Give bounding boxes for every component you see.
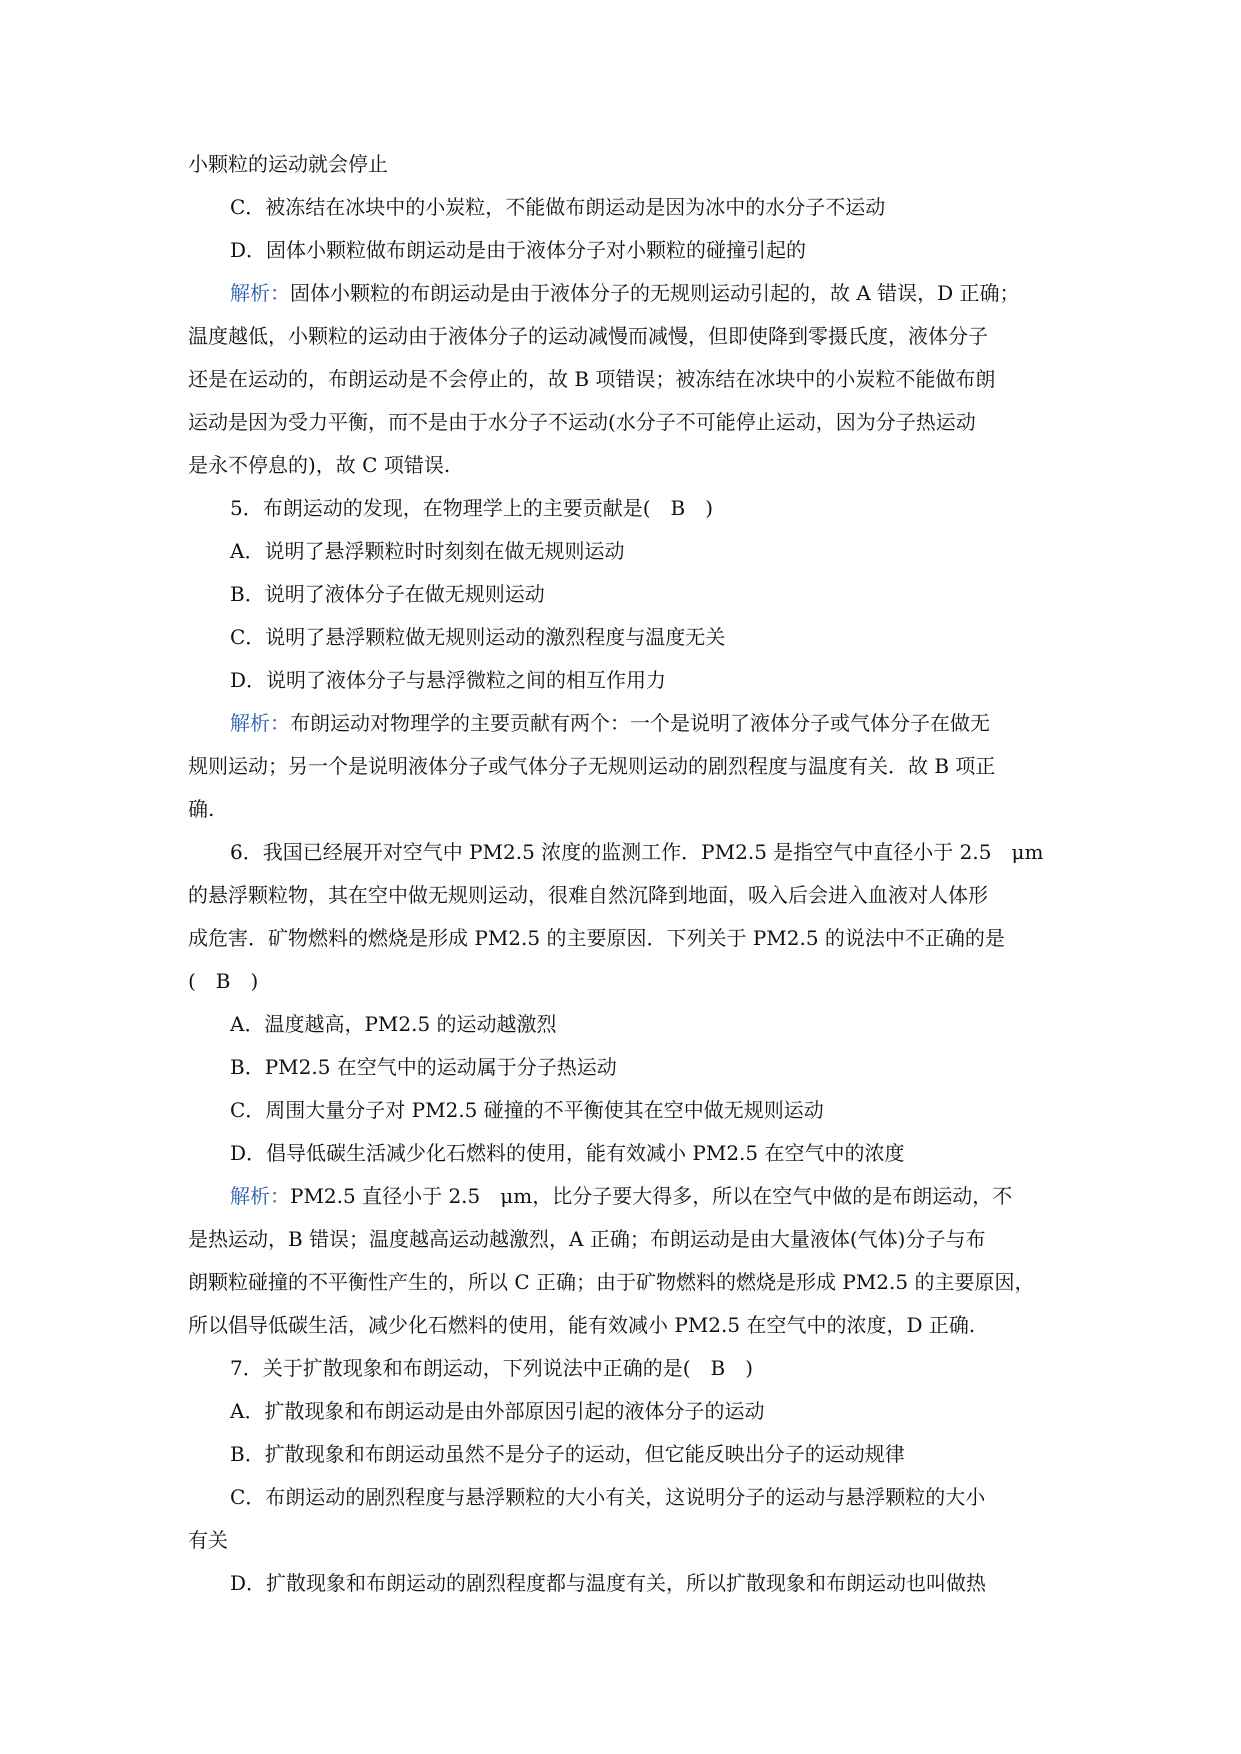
analysis-line: 运动是因为受力平衡，而不是由于水分子不运动(水分子不可能停止运动，因为分子热运动 [188,410,976,434]
option-a: A．扩散现象和布朗运动是由外部原因引起的液体分子的运动 [230,1399,765,1423]
analysis-text: PM2.5 直径小于 2.5 μm，比分子要大得多，所以在空气中做的是布朗运动，不 [290,1184,1013,1208]
analysis-line [188,1175,1056,1218]
question-6: 6．我国已经展开对空气中 PM2.5 浓度的监测工作．PM2.5 是指空气中直径小于 2.5 μm [230,840,1044,864]
option-c-continued: 有关 [188,1528,228,1552]
question-5: 5．布朗运动的发现，在物理学上的主要贡献是( B ) [230,496,714,520]
option-d: D．说明了液体分子与悬浮微粒之间的相互作用力 [230,668,667,692]
question-6-line: 的悬浮颗粒物，其在空中做无规则运动，很难自然沉降到地面，吸入后会进入血液对人体形 [188,883,988,907]
analysis-line: 确. [188,797,215,821]
option-a: A．说明了悬浮颗粒时时刻刻在做无规则运动 [230,539,625,563]
option-a: A．温度越高，PM2.5 的运动越激烈 [230,1012,557,1036]
option-b: B．PM2.5 在空气中的运动属于分子热运动 [230,1055,617,1079]
question-7: 7．关于扩散现象和布朗运动，下列说法中正确的是( B ) [230,1356,754,1380]
option-d: D．固体小颗粒做布朗运动是由于液体分子对小颗粒的碰撞引起的 [230,238,807,262]
analysis-line: 所以倡导低碳生活，减少化石燃料的使用，能有效减小 PM2.5 在空气中的浓度，D 正确. [188,1313,976,1337]
option-b: B．扩散现象和布朗运动虽然不是分子的运动，但它能反映出分子的运动规律 [230,1442,905,1466]
analysis-line: 是永不停息的)，故 C 项错误. [188,453,451,477]
analysis-line [188,272,1056,315]
analysis-line: 温度越低，小颗粒的运动由于液体分子的运动减慢而减慢，但即使降到零摄氏度，液体分子 [188,324,988,348]
option-b: B．说明了液体分子在做无规则运动 [230,582,545,606]
analysis-line: 规则运动；另一个是说明液体分子或气体分子无规则运动的剧烈程度与温度有关．故 B 项正 [188,754,996,778]
question-6-answer: ( B ) [188,969,259,993]
analysis-line: 朗颗粒碰撞的不平衡性产生的，所以 C 正确；由于矿物燃料的燃烧是形成 PM2.5 的主要原因， [188,1270,1035,1294]
option-c: C．被冻结在冰块中的小炭粒，不能做布朗运动是因为冰中的水分子不运动 [230,195,886,219]
text-line: 小颗粒的运动就会停止 [188,152,388,176]
option-c: C．周围大量分子对 PM2.5 碰撞的不平衡使其在空中做无规则运动 [230,1098,824,1122]
option-c: C．说明了悬浮颗粒做无规则运动的激烈程度与温度无关 [230,625,726,649]
analysis-label: 解析： [230,711,290,735]
analysis-line [188,702,1056,745]
option-d: D．扩散现象和布朗运动的剧烈程度都与温度有关，所以扩散现象和布朗运动也叫做热 [230,1571,987,1595]
analysis-line: 是热运动，B 错误；温度越高运动越激烈，A 正确；布朗运动是由大量液体(气体)分子与布 [188,1227,986,1251]
analysis-line: 还是在运动的，布朗运动是不会停止的，故 B 项错误；被冻结在冰块中的小炭粒不能做布朗 [188,367,996,391]
analysis-text: 布朗运动对物理学的主要贡献有两个：一个是说明了液体分子或气体分子在做无 [290,711,990,735]
document-page [188,143,1056,1605]
option-c: C．布朗运动的剧烈程度与悬浮颗粒的大小有关，这说明分子的运动与悬浮颗粒的大小 [230,1485,986,1509]
analysis-label: 解析： [230,281,290,305]
option-d: D．倡导低碳生活减少化石燃料的使用，能有效减小 PM2.5 在空气中的浓度 [230,1141,905,1165]
analysis-text: 固体小颗粒的布朗运动是由于液体分子的无规则运动引起的，故 A 错误，D 正确； [290,281,1020,305]
analysis-label: 解析： [230,1184,290,1208]
question-6-line: 成危害．矿物燃料的燃烧是形成 PM2.5 的主要原因．下列关于 PM2.5 的说法中不正确的是 [188,926,1005,950]
